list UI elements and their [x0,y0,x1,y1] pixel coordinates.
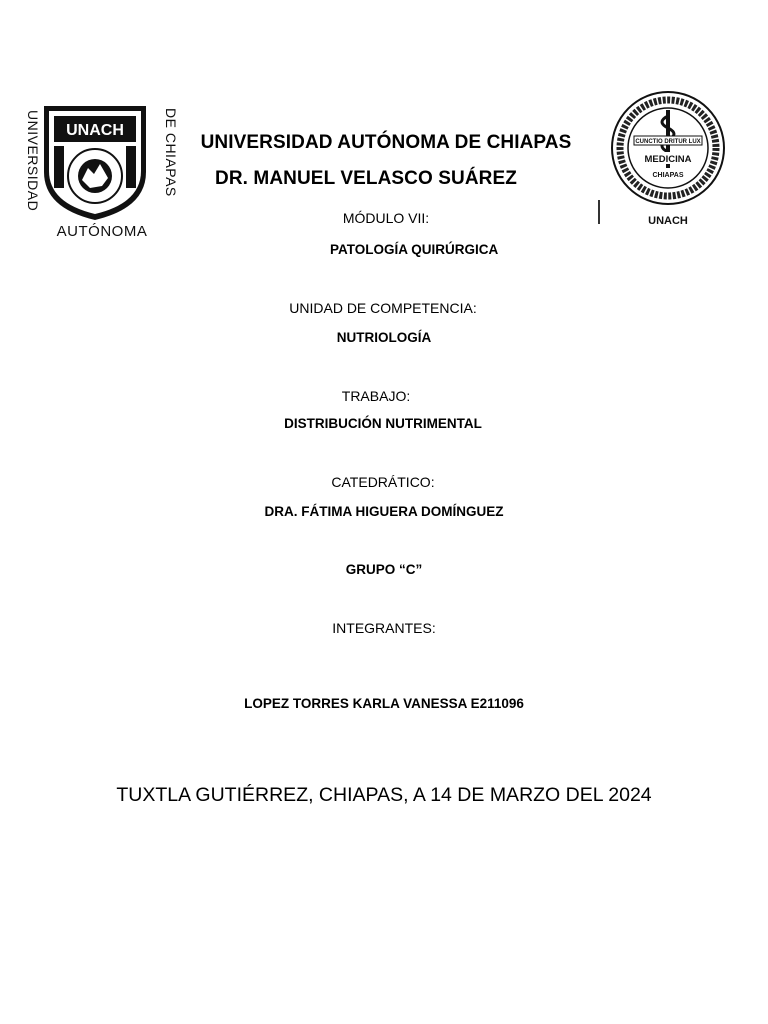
module-value: PATOLOGÍA QUIRÚRGICA [330,242,499,257]
logo-bottom-word: AUTÓNOMA [56,223,148,240]
place-date: TUXTLA GUTIÉRREZ, CHIAPAS, A 14 DE MARZO DEL 2024 [116,784,652,806]
seal-place: CHIAPAS [652,172,684,179]
logo-acronym: UNACH [66,122,124,139]
teacher-value: DRA. FÁTIMA HIGUERA DOMÍNGUEZ [264,504,504,519]
seal-bottom-text: UNACH [648,215,688,227]
member-item: LOPEZ TORRES KARLA VANESSA E211096 [244,696,524,711]
medicine-seal-icon [606,86,730,230]
logo-right-word: DE CHIAPAS [163,108,179,197]
logo-left-word: UNIVERSIDAD [25,110,41,212]
module-label: MÓDULO VII: [342,210,430,226]
teacher-label: CATEDRÁTICO: [331,474,435,490]
seal-center-word: MEDICINA [644,154,692,165]
seal-motto: CUNCTIO DRITUR LUX [635,139,701,145]
unit-label: UNIDAD DE COMPETENCIA: [289,300,477,316]
faculty-logo [606,86,730,230]
members-label: INTEGRANTES: [332,620,436,636]
university-title: UNIVERSIDAD AUTÓNOMA DE CHIAPAS [200,132,572,153]
work-value: DISTRIBUCIÓN NUTRIMENTAL [284,416,482,431]
group-value: GRUPO “C” [345,562,423,577]
unit-value: NUTRIOLOGÍA [336,330,432,345]
work-label: TRABAJO: [341,388,411,404]
campus-title: DR. MANUEL VELASCO SUÁREZ [215,168,517,189]
